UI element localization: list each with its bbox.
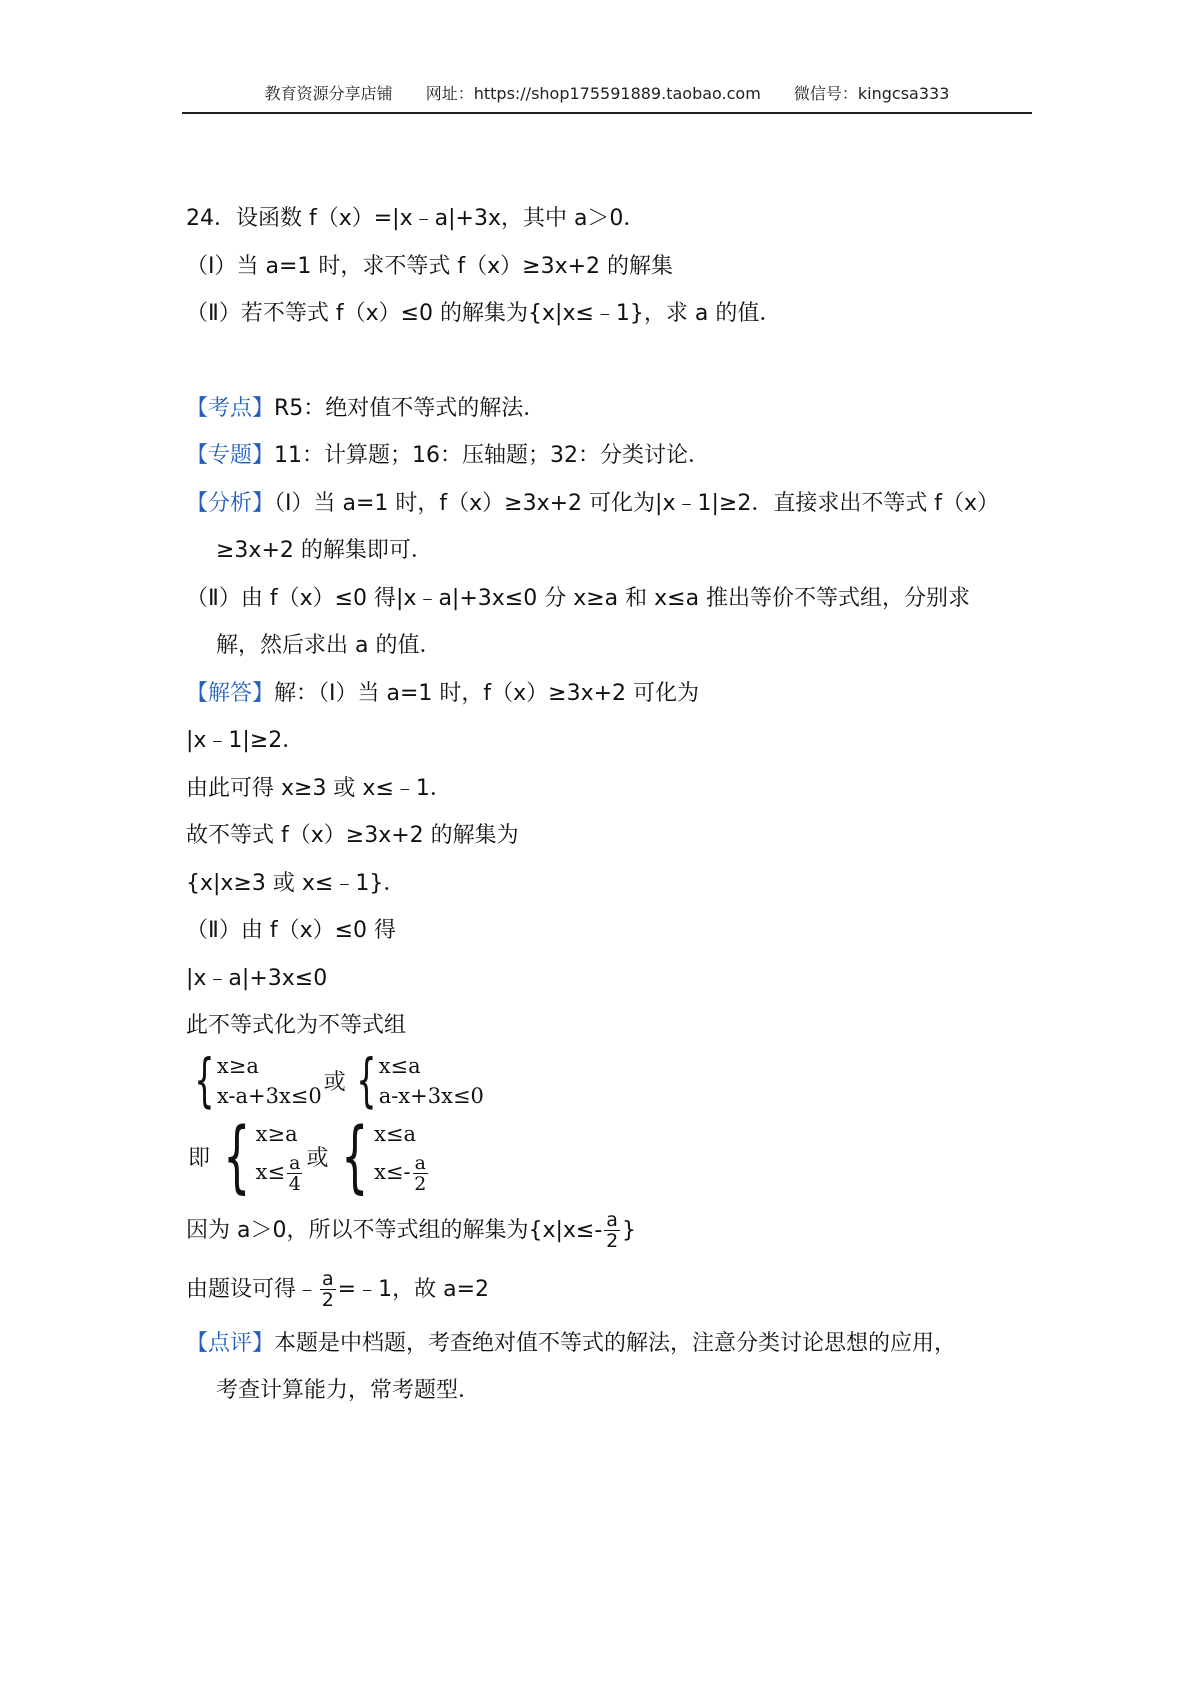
system-1-or: 或: [323, 1070, 346, 1095]
system-1a-row2: x-a+3x≤0: [216, 1083, 322, 1108]
jieda-line1: [186, 670, 1046, 718]
system-2a-row1: x≥a: [255, 1122, 298, 1147]
fenxi-line4: 解，然后求出 a 的值．: [216, 633, 442, 658]
jieda-line3: 由此可得 x≥3 或 x≤﹣1．: [186, 775, 452, 801]
jieda-line5: {x|x≥3 或 x≤﹣1}．: [186, 870, 406, 896]
system-2a-row2: x≤ $\frac{a}{4}$: [255, 1151, 301, 1195]
system-1a-row1: x≥a: [216, 1053, 259, 1078]
zhuanti-line: [186, 432, 1046, 480]
dianping-text1: 本题是中档题，考查绝对值不等式的解法，注意分类讨论思想的应用，: [274, 1330, 957, 1356]
dianping-line2: 考查计算能力，常考题型．: [216, 1378, 481, 1403]
left-brace-icon: {: [341, 1111, 369, 1202]
fraction-a-over-2: $\frac{a}{2}$: [414, 1151, 427, 1195]
header-shop: 教育资源分享店铺: [264, 84, 393, 103]
header-wechat: 微信号：kingcsa333: [793, 84, 950, 103]
system-2a: [212, 1111, 304, 1202]
zhuanti-text: 11：计算题；16：压轴题；32：分类讨论．: [274, 443, 710, 468]
fraction-a-over-2: $\frac{a}{2}$: [321, 1268, 334, 1311]
jieda-line6: （Ⅱ）由 f（x）≤0 得: [186, 918, 397, 943]
problem-part2: （Ⅱ）若不等式 f（x）≤0 的解集为{x|x≤﹣1}，求 a 的值．: [186, 301, 782, 326]
left-brace-icon: {: [356, 1045, 377, 1114]
fenxi-tag: 【分析】: [186, 490, 275, 516]
jieda-line9: 因为 a＞0，所以不等式组的解集为{x|x≤- $\frac{a}{2}$ }: [186, 1209, 636, 1252]
jieda-line8: 此不等式化为不等式组: [186, 1013, 407, 1038]
zhuanti-tag: 【专题】: [186, 443, 275, 468]
left-brace-icon: {: [223, 1111, 251, 1202]
inequality-system-2: [186, 1112, 1046, 1202]
left-brace-icon: {: [194, 1045, 215, 1114]
system-2-or: 或: [306, 1146, 329, 1171]
fraction-a-over-4: $\frac{a}{4}$: [288, 1151, 301, 1195]
jieda-text1: 解：（Ⅰ）当 a=1 时，f（x）≥3x+2 可化为: [274, 680, 700, 706]
system-1b: [348, 1045, 484, 1114]
fenxi-line2: ≥3x+2 的解集即可．: [216, 538, 433, 563]
system-2-lead: 即: [188, 1146, 211, 1171]
page-header: [182, 82, 1032, 114]
fenxi-line3: （Ⅱ）由 f（x）≤0 得|x﹣a|+3x≤0 分 x≥a 和 x≤a 推出等价不等式组，分别求: [186, 585, 971, 611]
fenxi-text1: （Ⅰ）当 a=1 时，f（x）≥3x+2 可化为|x﹣1|≥2．直接求出不等式 f（x）: [274, 490, 1000, 516]
document-body: [186, 195, 1046, 1415]
jieda-line4: 故不等式 f（x）≥3x+2 的解集为: [186, 823, 519, 848]
system-1a: [186, 1045, 322, 1114]
system-1b-row1: x≤a: [378, 1053, 421, 1078]
system-2b: [330, 1111, 430, 1202]
system-1b-row2: a-x+3x≤0: [378, 1083, 484, 1108]
kaodian-line: [186, 385, 1046, 433]
fraction-a-over-2: $\frac{a}{2}$: [606, 1209, 619, 1252]
dianping-tag: 【点评】: [186, 1330, 275, 1356]
fenxi-line1: [186, 480, 1046, 528]
kaodian-text: R5：绝对值不等式的解法．: [274, 395, 546, 421]
jieda-tag: 【解答】: [186, 680, 275, 706]
kaodian-tag: 【考点】: [186, 395, 275, 421]
system-2b-row1: x≤a: [374, 1122, 417, 1147]
problem-stem: 24．设函数 f（x）=|x﹣a|+3x，其中 a＞0．: [186, 206, 646, 231]
inequality-system-1: [186, 1045, 1046, 1114]
header-url: 网址：https://shop175591889.taobao.com: [425, 84, 761, 103]
dianping-line1: [186, 1320, 1046, 1368]
jieda-line7: |x﹣a|+3x≤0: [186, 965, 328, 991]
problem-part1: （Ⅰ）当 a=1 时，求不等式 f（x）≥3x+2 的解集: [186, 253, 674, 279]
system-2b-row2: x≤- $\frac{a}{2}$: [374, 1151, 427, 1195]
jieda-line10: 由题设可得﹣ $\frac{a}{2}$ =﹣1，故 a=2: [186, 1268, 490, 1311]
jieda-line2: |x﹣1|≥2．: [186, 728, 305, 753]
